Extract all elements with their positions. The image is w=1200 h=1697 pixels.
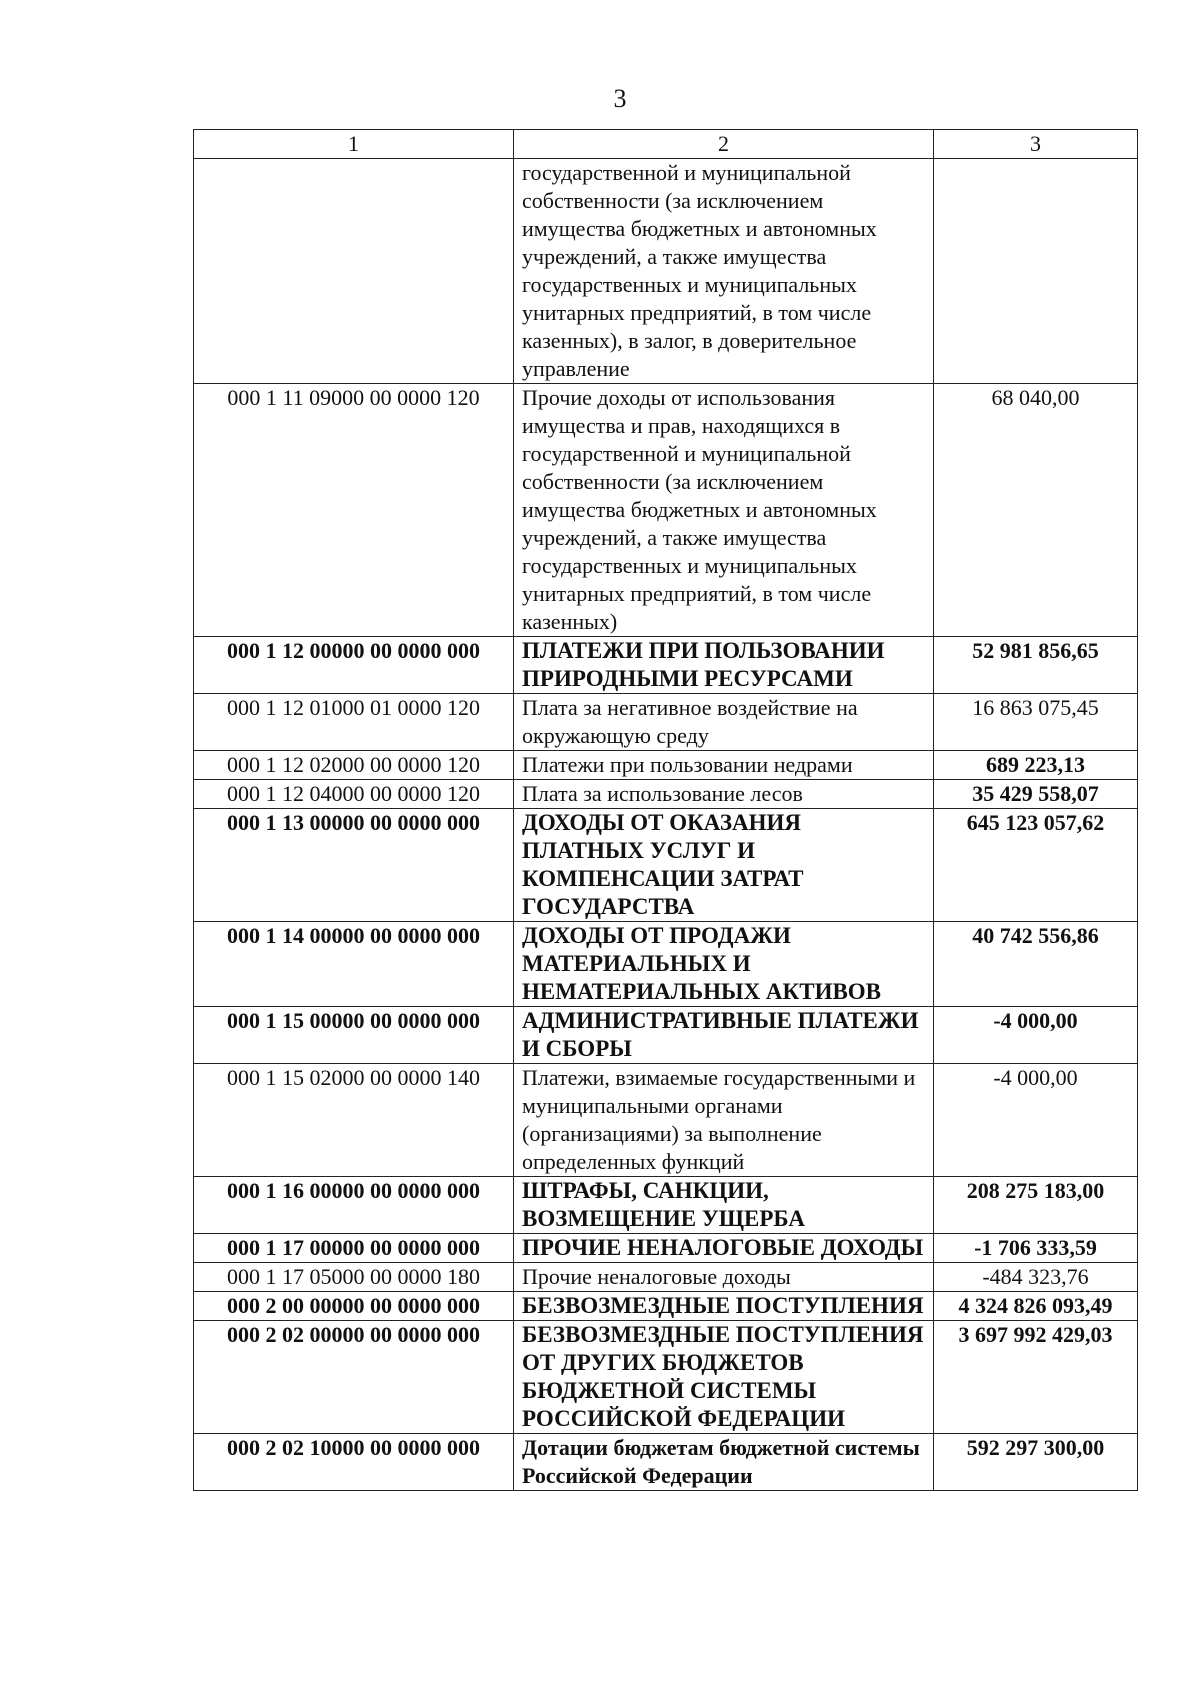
budget-code-cell: 000 1 17 05000 00 0000 180: [194, 1263, 514, 1292]
revenue-name-cell: Плата за использование лесов: [514, 780, 934, 809]
table-row: [194, 1321, 1138, 1434]
table-row: [194, 1007, 1138, 1064]
revenue-name-cell: Прочие доходы от использования имущества и прав, находящихся в государственной и муниципальной собственности (за исключением имущества бюджетных и автономных учреждений, а также имущества государственных и муниципальных унитарных предприятий, в том числе казенных): [514, 384, 934, 637]
budget-code-cell: 000 1 15 00000 00 0000 000: [194, 1007, 514, 1064]
amount-cell: -4 000,00: [934, 1064, 1138, 1177]
table-row: [194, 384, 1138, 637]
budget-code-cell: 000 1 11 09000 00 0000 120: [194, 384, 514, 637]
table-body: [194, 159, 1138, 1491]
revenue-name-cell: ПРОЧИЕ НЕНАЛОГОВЫЕ ДОХОДЫ: [514, 1234, 934, 1263]
table-header: [194, 130, 1138, 159]
amount-cell: 689 223,13: [934, 751, 1138, 780]
budget-code-cell: 000 1 13 00000 00 0000 000: [194, 809, 514, 922]
amount-cell: -4 000,00: [934, 1007, 1138, 1064]
revenue-name-cell: ПЛАТЕЖИ ПРИ ПОЛЬЗОВАНИИ ПРИРОДНЫМИ РЕСУРСАМИ: [514, 637, 934, 694]
budget-code-cell: 000 1 12 04000 00 0000 120: [194, 780, 514, 809]
budget-code-cell: 000 1 12 00000 00 0000 000: [194, 637, 514, 694]
header-row: [194, 130, 1138, 159]
amount-cell: 52 981 856,65: [934, 637, 1138, 694]
table-row: [194, 751, 1138, 780]
column-header-1: 1: [194, 130, 514, 159]
revenue-name-cell: государственной и муниципальной собственности (за исключением имущества бюджетных и автономных учреждений, а также имущества государственных и муниципальных унитарных предприятий, в том числе казенных), в залог, в доверительное управление: [514, 159, 934, 384]
table-row: [194, 1234, 1138, 1263]
revenue-name-cell: АДМИНИСТРАТИВНЫЕ ПЛАТЕЖИ И СБОРЫ: [514, 1007, 934, 1064]
column-header-3: 3: [934, 130, 1138, 159]
amount-cell: 16 863 075,45: [934, 694, 1138, 751]
revenue-name-cell: ДОХОДЫ ОТ ПРОДАЖИ МАТЕРИАЛЬНЫХ И НЕМАТЕРИАЛЬНЫХ АКТИВОВ: [514, 922, 934, 1007]
amount-cell: -1 706 333,59: [934, 1234, 1138, 1263]
amount-cell: 592 297 300,00: [934, 1434, 1138, 1491]
amount-cell: 35 429 558,07: [934, 780, 1138, 809]
budget-code-cell: [194, 159, 514, 384]
revenue-name-cell: Платежи, взимаемые государственными и муниципальными органами (организациями) за выполнение определенных функций: [514, 1064, 934, 1177]
table-row: [194, 1263, 1138, 1292]
revenue-name-cell: ШТРАФЫ, САНКЦИИ, ВОЗМЕЩЕНИЕ УЩЕРБА: [514, 1177, 934, 1234]
page-number: 3: [613, 84, 627, 113]
revenue-name-cell: Прочие неналоговые доходы: [514, 1263, 934, 1292]
amount-cell: -484 323,76: [934, 1263, 1138, 1292]
table-row: [194, 1292, 1138, 1321]
budget-code-cell: 000 1 12 02000 00 0000 120: [194, 751, 514, 780]
table-row: [194, 809, 1138, 922]
budget-code-cell: 000 1 16 00000 00 0000 000: [194, 1177, 514, 1234]
budget-code-cell: 000 2 02 00000 00 0000 000: [194, 1321, 514, 1434]
revenue-name-cell: Платежи при пользовании недрами: [514, 751, 934, 780]
column-header-2: 2: [514, 130, 934, 159]
table-row: [194, 1434, 1138, 1491]
revenue-name-cell: БЕЗВОЗМЕЗДНЫЕ ПОСТУПЛЕНИЯ ОТ ДРУГИХ БЮДЖЕТОВ БЮДЖЕТНОЙ СИСТЕМЫ РОССИЙСКОЙ ФЕДЕРАЦИИ: [514, 1321, 934, 1434]
amount-cell: 208 275 183,00: [934, 1177, 1138, 1234]
amount-cell: 40 742 556,86: [934, 922, 1138, 1007]
amount-cell: 3 697 992 429,03: [934, 1321, 1138, 1434]
table-row: [194, 1064, 1138, 1177]
budget-code-cell: 000 1 14 00000 00 0000 000: [194, 922, 514, 1007]
table-row: [194, 780, 1138, 809]
table-row: [194, 159, 1138, 384]
table-row: [194, 694, 1138, 751]
amount-cell: [934, 159, 1138, 384]
table-row: [194, 637, 1138, 694]
table-row: [194, 1177, 1138, 1234]
revenue-name-cell: БЕЗВОЗМЕЗДНЫЕ ПОСТУПЛЕНИЯ: [514, 1292, 934, 1321]
revenue-name-cell: Дотации бюджетам бюджетной системы Российской Федерации: [514, 1434, 934, 1491]
revenue-name-cell: ДОХОДЫ ОТ ОКАЗАНИЯ ПЛАТНЫХ УСЛУГ И КОМПЕНСАЦИИ ЗАТРАТ ГОСУДАРСТВА: [514, 809, 934, 922]
budget-code-cell: 000 1 15 02000 00 0000 140: [194, 1064, 514, 1177]
revenue-table: [193, 129, 1138, 1491]
budget-code-cell: 000 1 17 00000 00 0000 000: [194, 1234, 514, 1263]
budget-code-cell: 000 2 00 00000 00 0000 000: [194, 1292, 514, 1321]
amount-cell: 4 324 826 093,49: [934, 1292, 1138, 1321]
amount-cell: 645 123 057,62: [934, 809, 1138, 922]
budget-code-cell: 000 2 02 10000 00 0000 000: [194, 1434, 514, 1491]
amount-cell: 68 040,00: [934, 384, 1138, 637]
revenue-name-cell: Плата за негативное воздействие на окружающую среду: [514, 694, 934, 751]
table-row: [194, 922, 1138, 1007]
budget-code-cell: 000 1 12 01000 01 0000 120: [194, 694, 514, 751]
